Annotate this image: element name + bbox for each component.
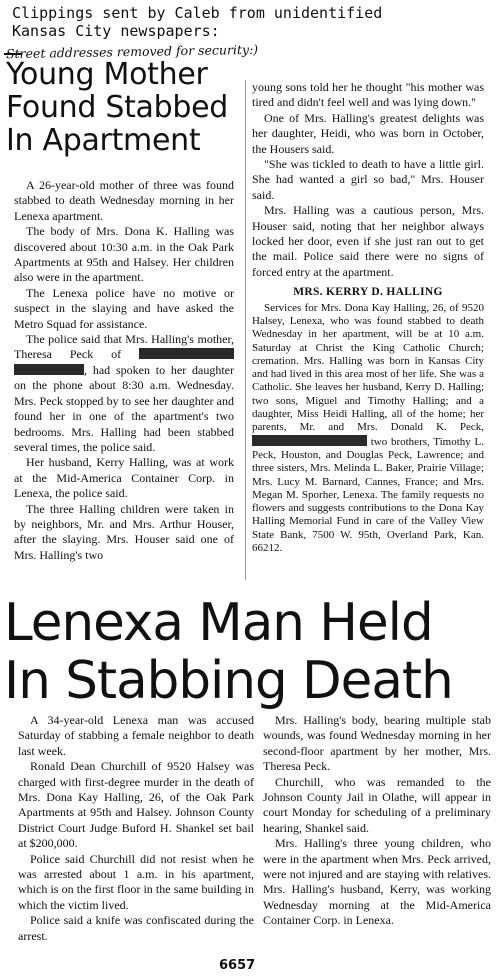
article1-headline-line2: Found Stabbed <box>6 90 229 125</box>
paragraph-text: had spoken to her daughter on the phone about 8:30 a.m. Wednesday. Mrs. Peck stopped by to see her daughter and found her in one of the apartment's two bedrooms. Mrs. Halling had been stabbed several times, the police said. <box>14 362 234 454</box>
paragraph: Churchill, who was remanded to the Johnson County Jail in Olathe, will appear in court Monday for scheduling of a preliminary hearing, Shankel said. <box>263 774 491 835</box>
page-number: 6657 <box>219 958 256 973</box>
redaction-bar <box>14 364 84 375</box>
paragraph: "She was tickled to death to have a little girl. She had wanted a girl so bad," Mrs. Houser said. <box>252 157 484 202</box>
paragraph: One of Mrs. Halling's greatest delights was her daughter, Heidi, who was born in October, the Housers said. <box>252 110 484 156</box>
paragraph: The three Halling children were taken in by neighbors, Mr. and Mrs. Arthur Houser, after the slaying. Mrs. Houser said one of Mrs. Halling's two <box>14 501 234 562</box>
article1-column1 <box>14 178 234 563</box>
article1-column2 <box>252 80 484 555</box>
paragraph: Mrs. Halling was a cautious person, Mrs. Houser said, noting that her neighbor always locked her door, even if she just ran out to get the mail. Police said there were no signs of forced entry at the apartment. <box>252 203 484 279</box>
paragraph: Police said a knife was confiscated during the arrest. <box>18 913 254 943</box>
paragraph: A 34-year-old Lenexa man was accused Saturday of stabbing a female neighbor to death last week. <box>18 713 254 758</box>
paragraph: Police said Churchill did not resist when he was arrested about 1 a.m. in his apartment, which is on the first floor in the same building in which the victim lived. <box>18 851 254 912</box>
paragraph: Mrs. Halling's body, bearing multiple stab wounds, was found Wednesday morning in her second-floor apartment by her mother, Mrs. Theresa Peck. <box>263 713 491 774</box>
clipping-note-line2: Kansas City newspapers: <box>12 22 220 40</box>
handwritten-note: Street addresses removed for security:) <box>5 41 259 62</box>
article1-headline-line1: Young Mother <box>6 57 208 92</box>
paragraph: The body of Mrs. Dona K. Halling was discovered about 10:30 a.m. in the Oak Park Apartments at 95th and Halsey. Her children also were in the apartment. <box>14 224 234 285</box>
obituary-text-part2: two brothers, Timothy L. Peck, Houston, and Douglas Peck, Lawrence; and three sisters, Mrs. Melinda L. Baker, Prairie Village; Mrs. Lucy M. Barnard, Cannes, France; and Mrs. Megan M. Sporher, Lenexa. The family requests no flowers and suggests contributions to the Dona Kay Halling Memorial Fund in care of the Valley View State Bank, 7500 W. 95th, Overland Park, Kan. 66212. <box>252 435 484 555</box>
article2-column2 <box>263 713 491 929</box>
paragraph: The police said that Mrs. Halling's mother, Theresa Peck of , had spoken to her daughter on the phone about 8:30 a.m. Wednesday. Mrs. Peck stopped by to see her daughter and found her in one of the apartment's two bedrooms. Mrs. Halling had been stabbed several times, the police said. <box>14 332 234 454</box>
paragraph: The Lenexa police have no motive or suspect in the slaying and have asked the Metro Squad for assistance. <box>14 285 234 331</box>
paragraph-text: The police said that Mrs. Halling's mother, Theresa Peck of <box>14 332 234 362</box>
paragraph: Her husband, Kerry Halling, was at work at the Mid-America Container Corp. in Lenexa, the police said. <box>14 455 234 501</box>
paragraph: Mrs. Halling's three young children, who were in the apartment when Mrs. Peck arrived, were not injured and are staying with relatives. Mrs. Halling's husband, Kerry, was working Wednesday morning at the Mid-America Container Corp. in Lenexa. <box>263 836 491 928</box>
article1-headline-line3: In Apartment <box>6 123 201 158</box>
column-rule <box>245 80 246 580</box>
article2-headline-line1: Lenexa Man Held <box>4 593 433 653</box>
redaction-bar <box>252 435 367 446</box>
article1-headline <box>6 58 228 157</box>
paragraph: A 26-year-old mother of three was found stabbed to death Wednesday morning in her Lenexa apartment. <box>14 178 234 223</box>
paragraph: young sons told her he thought "his mother was tired and didn't feel well and was lying down." <box>252 80 484 110</box>
article2-column1 <box>18 713 254 944</box>
article2-headline-line2: In Stabbing Death <box>4 651 453 711</box>
redaction-bar <box>139 348 234 359</box>
clipping-note-line1: Clippings sent by Caleb from unidentified <box>12 4 383 22</box>
paragraph: Ronald Dean Churchill of 9520 Halsey was charged with first-degree murder in the death of Mrs. Dona Kay Halling, 26, of the Oak Park Apartments at 95th and Halsey. Johnson County District Court Judge Buford H. Shankel set bail at $200,000. <box>18 759 254 851</box>
obituary-text-part1: Services for Mrs. Dona Kay Halling, 26, of 9520 Halsey, Lenexa, who was found stabbed to death Wednesday in her apartment, will be at 10 a.m. Saturday at Christ the King Catholic Church; cremation. Mrs. Halling was born in Kansas City and had lived in this area most of her life. She was a Catholic. She leaves her husband, Kerry D. Halling; two sons, Miguel and Timothy Halling; and a daughter, Miss Heidi Halling, all of the home; her parents, Mr. and Mrs. Donald K. Peck, <box>252 301 484 434</box>
article2-headline <box>4 594 453 710</box>
obituary-text <box>252 302 484 556</box>
obituary-heading: MRS. KERRY D. HALLING <box>293 286 443 299</box>
